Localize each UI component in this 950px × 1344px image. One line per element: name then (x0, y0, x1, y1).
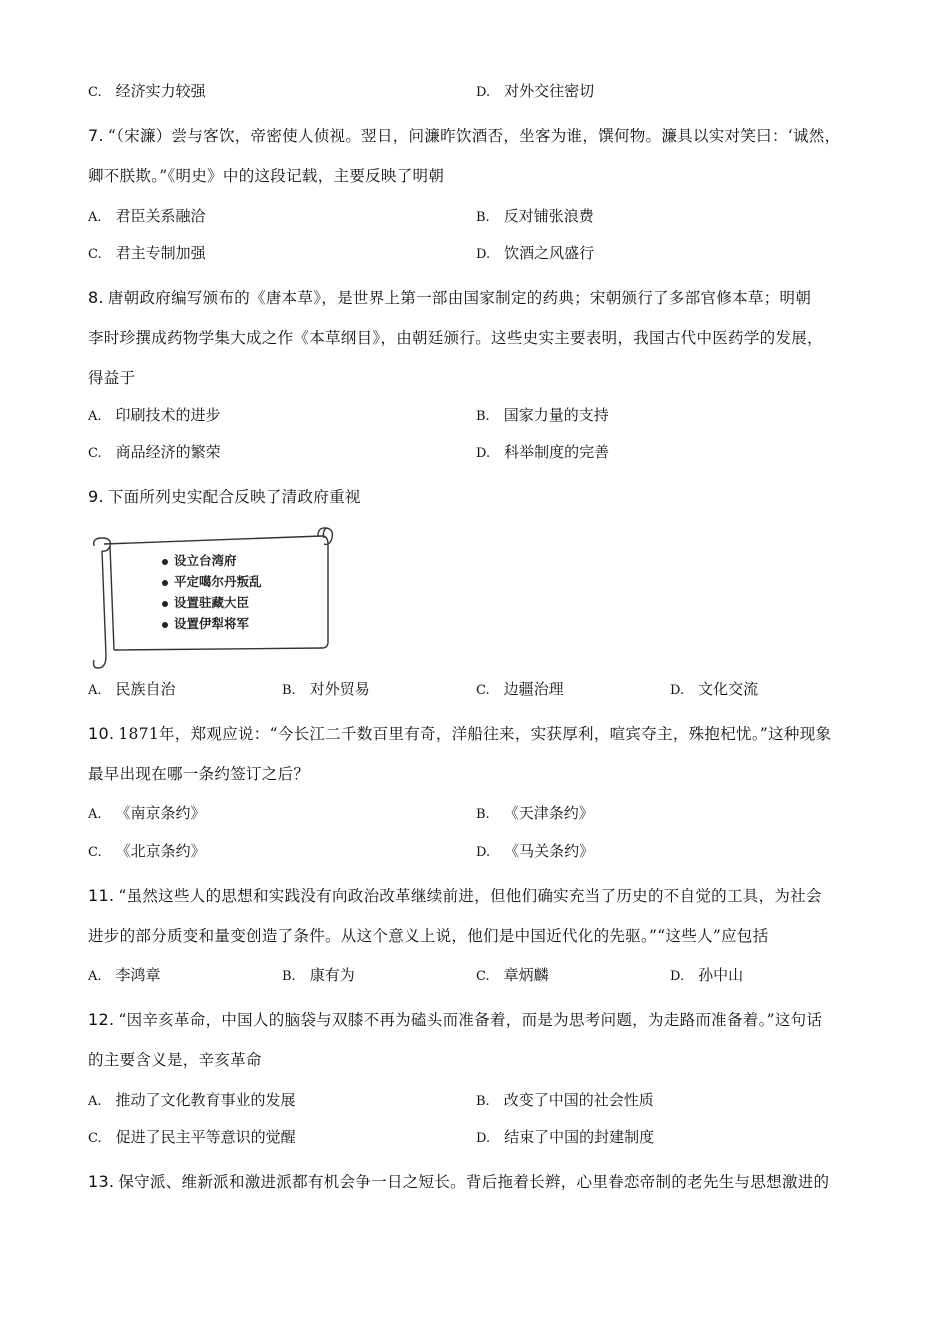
option-letter: A. (88, 210, 102, 225)
question-8-options-row-2 (88, 440, 870, 464)
question-7-options-row-1 (88, 204, 870, 228)
question-number: 10. (88, 724, 115, 743)
scroll-item-text: 设置伊犁将军 (174, 616, 250, 631)
scroll-item-text: 平定噶尔丹叛乱 (174, 574, 262, 589)
option-d[interactable] (476, 1125, 654, 1151)
option-text: 国家力量的支持 (503, 406, 609, 424)
option-c[interactable] (88, 440, 221, 466)
question-number: 7. (88, 126, 104, 145)
option-text: 《马关条约》 (504, 842, 595, 860)
option-text: 促进了民主平等意识的觉醒 (115, 1128, 296, 1146)
stem-line (88, 116, 870, 156)
option-a[interactable] (88, 801, 206, 827)
question-10-stem (88, 714, 870, 794)
option-text: 《天津条约》 (503, 804, 594, 822)
option-letter: D. (476, 85, 491, 100)
option-letter: D. (476, 845, 491, 860)
bullet-icon (162, 559, 168, 565)
option-letter: D. (476, 247, 491, 262)
question-10-options-row-1 (88, 801, 870, 825)
option-c[interactable] (88, 79, 206, 105)
option-b[interactable] (476, 403, 609, 429)
option-letter: D. (476, 1131, 491, 1146)
stem-line (88, 1162, 870, 1202)
question-9-stem (88, 477, 870, 517)
option-a[interactable] (88, 403, 221, 429)
question-8-stem (88, 278, 870, 398)
stem-line (88, 278, 870, 318)
option-c[interactable] (476, 677, 564, 703)
option-text: 章炳麟 (503, 966, 549, 984)
stem-text: 保守派、维新派和激进派都有机会争一日之短长。背后拖着长辫，心里眷恋帝制的老先生与思想激进的 (118, 1173, 830, 1191)
stem-line (88, 477, 870, 517)
question-12-options-row-2 (88, 1125, 870, 1149)
stem-line: 进步的部分质变和量变创造了条件。从这个意义上说，他们是中国近代化的先驱。”“这些人”应包括 (88, 927, 769, 945)
bullet-icon (162, 580, 168, 586)
option-text: 李鸿章 (115, 966, 161, 984)
option-text: 边疆治理 (503, 680, 564, 698)
option-text: 《南京条约》 (115, 804, 206, 822)
option-letter: A. (88, 807, 102, 822)
stem-line: 李时珍撰成药物学集大成之作《本草纲目》，由朝廷颁行。这些史实主要表明，我国古代中医药学的发展， (88, 329, 823, 347)
option-letter: A. (88, 969, 102, 984)
option-a[interactable] (88, 963, 161, 989)
scroll-figure (90, 524, 338, 672)
bullet-icon (162, 601, 168, 607)
stem-text: “（宋濂）尝与客饮，帝密使人侦视。翌日，问濂昨饮酒否，坐客为谁，馔何物。濂具以实对笑曰：‘诚然， (107, 127, 841, 145)
option-text: 科举制度的完善 (504, 443, 610, 461)
option-letter: A. (88, 683, 102, 698)
option-letter: C. (88, 446, 102, 461)
stem-line (88, 1000, 870, 1040)
scroll-item-text: 设置驻藏大臣 (174, 595, 250, 610)
option-letter: C. (476, 683, 490, 698)
stem-text: 1871年，郑观应说：“今长江二千数百里有奇，洋船往来，实获厚利，喧宾夺主，殊抱杞忧。”这种现象 (118, 725, 832, 743)
option-letter: B. (476, 1094, 490, 1109)
scroll-item (162, 550, 262, 571)
option-text: 文化交流 (698, 680, 759, 698)
option-c[interactable] (88, 1125, 296, 1151)
scroll-item-text: 设立台湾府 (174, 553, 237, 568)
option-text: 孙中山 (698, 966, 744, 984)
question-number: 8. (88, 288, 104, 307)
option-letter: B. (476, 409, 490, 424)
question-7-options-row-2 (88, 241, 870, 265)
option-text: 推动了文化教育事业的发展 (115, 1091, 296, 1109)
stem-text: “因辛亥革命，中国人的脑袋与双膝不再为磕头而准备着，而是为思考问题，为走路而准备着。”这句话 (118, 1011, 823, 1029)
option-letter: C. (88, 85, 102, 100)
stem-line: 得益于 (88, 369, 136, 387)
option-d[interactable] (670, 677, 758, 703)
option-text: 君臣关系融洽 (115, 207, 206, 225)
option-d[interactable] (476, 79, 594, 105)
option-text: 改变了中国的社会性质 (503, 1091, 654, 1109)
scroll-list (162, 550, 262, 634)
option-text: 对外贸易 (309, 680, 370, 698)
stem-text: “虽然这些人的思想和实践没有向政治改革继续前进，但他们确实充当了历史的不自觉的工具，为社会 (118, 887, 822, 905)
question-12-stem (88, 1000, 870, 1080)
question-10-options-row-2 (88, 839, 870, 863)
prev-question-options (88, 79, 870, 103)
option-letter: A. (88, 1094, 102, 1109)
option-d[interactable] (476, 241, 594, 267)
option-letter: D. (670, 683, 685, 698)
option-b[interactable] (476, 1088, 654, 1114)
stem-line (88, 876, 870, 916)
question-11-options (88, 963, 870, 987)
option-a[interactable] (88, 204, 206, 230)
option-d[interactable] (476, 839, 594, 865)
question-11-stem (88, 876, 870, 956)
option-text: 反对铺张浪费 (503, 207, 594, 225)
option-letter: B. (476, 210, 490, 225)
question-9-options (88, 677, 870, 701)
option-text: 康有为 (309, 966, 355, 984)
option-letter: B. (282, 969, 296, 984)
option-a[interactable] (88, 677, 176, 703)
question-number: 12. (88, 1010, 115, 1029)
scroll-item (162, 613, 262, 634)
option-text: 民族自治 (115, 680, 176, 698)
option-letter: B. (476, 807, 490, 822)
stem-text: 下面所列史实配合反映了清政府重视 (107, 488, 361, 506)
stem-line: 最早出现在哪一条约签订之后？ (88, 765, 310, 783)
option-letter: C. (88, 845, 102, 860)
option-c[interactable] (476, 963, 549, 989)
option-a[interactable] (88, 1088, 296, 1114)
option-text: 经济实力较强 (115, 82, 206, 100)
question-8-options-row-1 (88, 403, 870, 427)
option-c[interactable] (88, 241, 206, 267)
option-d[interactable] (670, 963, 743, 989)
bullet-icon (162, 622, 168, 628)
option-text: 商品经济的繁荣 (115, 443, 221, 461)
stem-line: 的主要含义是，辛亥革命 (88, 1051, 262, 1069)
scroll-item (162, 592, 262, 613)
option-letter: A. (88, 409, 102, 424)
question-12-options-row-1 (88, 1088, 870, 1112)
option-text: 《北京条约》 (115, 842, 206, 860)
option-text: 饮酒之风盛行 (504, 244, 595, 262)
option-letter: D. (476, 446, 491, 461)
option-letter: C. (476, 969, 490, 984)
option-letter: B. (282, 683, 296, 698)
question-number: 13. (88, 1172, 115, 1191)
question-13-stem (88, 1162, 870, 1202)
option-b[interactable] (282, 963, 355, 989)
question-7-stem (88, 116, 870, 196)
option-b[interactable] (476, 801, 594, 827)
option-b[interactable] (476, 204, 594, 230)
option-b[interactable] (282, 677, 370, 703)
stem-line (88, 714, 870, 754)
scroll-item (162, 571, 262, 592)
option-letter: C. (88, 247, 102, 262)
question-number: 9. (88, 487, 104, 506)
option-text: 对外交往密切 (504, 82, 595, 100)
option-letter: C. (88, 1131, 102, 1146)
option-text: 印刷技术的进步 (115, 406, 221, 424)
option-text: 结束了中国的封建制度 (504, 1128, 655, 1146)
question-number: 11. (88, 886, 115, 905)
option-letter: D. (670, 969, 685, 984)
option-text: 君主专制加强 (115, 244, 206, 262)
option-c[interactable] (88, 839, 206, 865)
stem-line: 卿不朕欺。”《明史》中的这段记载，主要反映了明朝 (88, 167, 445, 185)
stem-text: 唐朝政府编写颁布的《唐本草》，是世界上第一部由国家制定的药典；宋朝颁行了多部官修本草；明朝 (107, 289, 812, 307)
option-d[interactable] (476, 440, 609, 466)
